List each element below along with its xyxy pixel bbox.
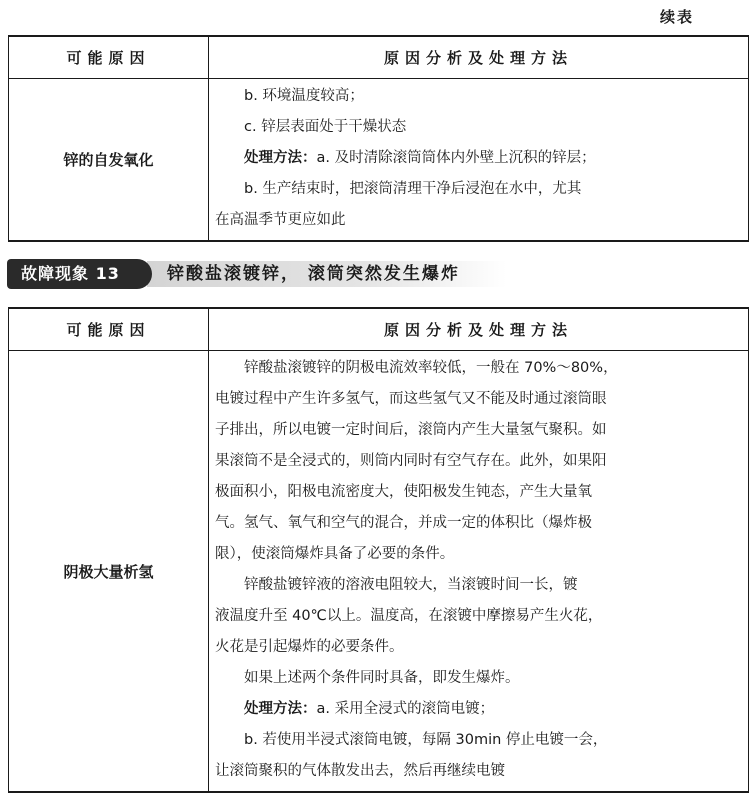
method-label: 处理方法： xyxy=(244,701,317,717)
cause-cell: 锌的自发氧化 xyxy=(9,79,209,242)
text-line xyxy=(215,508,740,539)
header-analysis: 原因分析及处理方法 xyxy=(209,308,749,351)
header-analysis: 原因分析及处理方法 xyxy=(209,36,749,79)
line-text: 气。氢气、氧气和空气的混合，并成一定的体积比（爆炸极 xyxy=(215,515,592,531)
line-text: 极面积小，阳极电流密度大，使阳极发生钝态，产生大量氧 xyxy=(215,484,592,500)
text-line xyxy=(215,174,740,205)
table-continued xyxy=(8,35,749,242)
line-text: 如果上述两个条件同时具备，即发生爆炸。 xyxy=(244,670,520,686)
table-header-row xyxy=(9,36,749,79)
text-line xyxy=(215,415,740,446)
fault-banner xyxy=(7,259,507,289)
analysis-cell xyxy=(209,351,749,793)
fault-title: 锌酸盐滚镀锌， 滚筒突然发生爆炸 xyxy=(167,264,460,284)
line-text: 限），使滚筒爆炸具备了必要的条件。 xyxy=(215,546,455,562)
text-line xyxy=(215,725,740,756)
table-row xyxy=(9,79,749,242)
line-text: 让滚筒聚积的气体散发出去，然后再继续电镀 xyxy=(215,763,505,779)
line-text: 电镀过程中产生许多氢气，而这些氢气又不能及时通过滚筒眼 xyxy=(215,391,607,407)
line-text: c. 锌层表面处于干燥状态 xyxy=(244,119,407,135)
text-line xyxy=(215,632,740,663)
text-line xyxy=(215,663,740,694)
line-text: a. 及时清除滚筒筒体内外壁上沉积的锌层； xyxy=(316,150,596,166)
header-cause: 可能原因 xyxy=(9,308,209,351)
text-line xyxy=(215,384,740,415)
line-text: 果滚筒不是全浸式的，则筒内同时有空气存在。此外，如果阳 xyxy=(215,453,607,469)
line-text: b. 若使用半浸式滚筒电镀，每隔 30min 停止电镀一会， xyxy=(244,732,608,748)
line-text: 锌酸盐镀锌液的溶液电阻较大，当滚镀时间一长，镀 xyxy=(244,577,578,593)
text-line xyxy=(215,539,740,570)
text-line xyxy=(215,694,740,725)
text-line xyxy=(215,570,740,601)
text-line xyxy=(215,477,740,508)
text-line xyxy=(215,205,740,236)
line-text: a. 采用全浸式的滚筒电镀； xyxy=(316,701,495,717)
line-text: 火花是引起爆炸的必要条件。 xyxy=(215,639,404,655)
line-text: 子排出，所以电镀一定时间后，滚筒内产生大量氢气聚积。如 xyxy=(215,422,607,438)
continued-label: 续表 xyxy=(660,8,695,26)
table-fault-13 xyxy=(8,307,749,793)
line-text: 锌酸盐滚镀锌的阴极电流效率较低，一般在 70%～80%， xyxy=(244,360,618,376)
line-text: b. 环境温度较高； xyxy=(244,88,364,104)
text-line xyxy=(215,756,740,787)
text-line xyxy=(215,112,740,143)
text-line xyxy=(215,446,740,477)
method-label: 处理方法： xyxy=(244,150,317,166)
line-text: b. 生产结束时，把滚筒清理干净后浸泡在水中，尤其 xyxy=(244,181,582,197)
text-line xyxy=(215,81,740,112)
analysis-lines xyxy=(215,81,740,236)
fault-badge: 故障现象 13 xyxy=(7,259,152,289)
table-row xyxy=(9,351,749,793)
table-header-row xyxy=(9,308,749,351)
header-cause: 可能原因 xyxy=(9,36,209,79)
analysis-lines xyxy=(215,353,740,787)
analysis-cell xyxy=(209,79,749,242)
cause-cell: 阴极大量析氢 xyxy=(9,351,209,793)
text-line xyxy=(215,353,740,384)
text-line xyxy=(215,601,740,632)
line-text: 液温度升至 40℃以上。温度高，在滚镀中摩擦易产生火花， xyxy=(215,608,603,624)
line-text: 在高温季节更应如此 xyxy=(215,212,346,228)
text-line xyxy=(215,143,740,174)
